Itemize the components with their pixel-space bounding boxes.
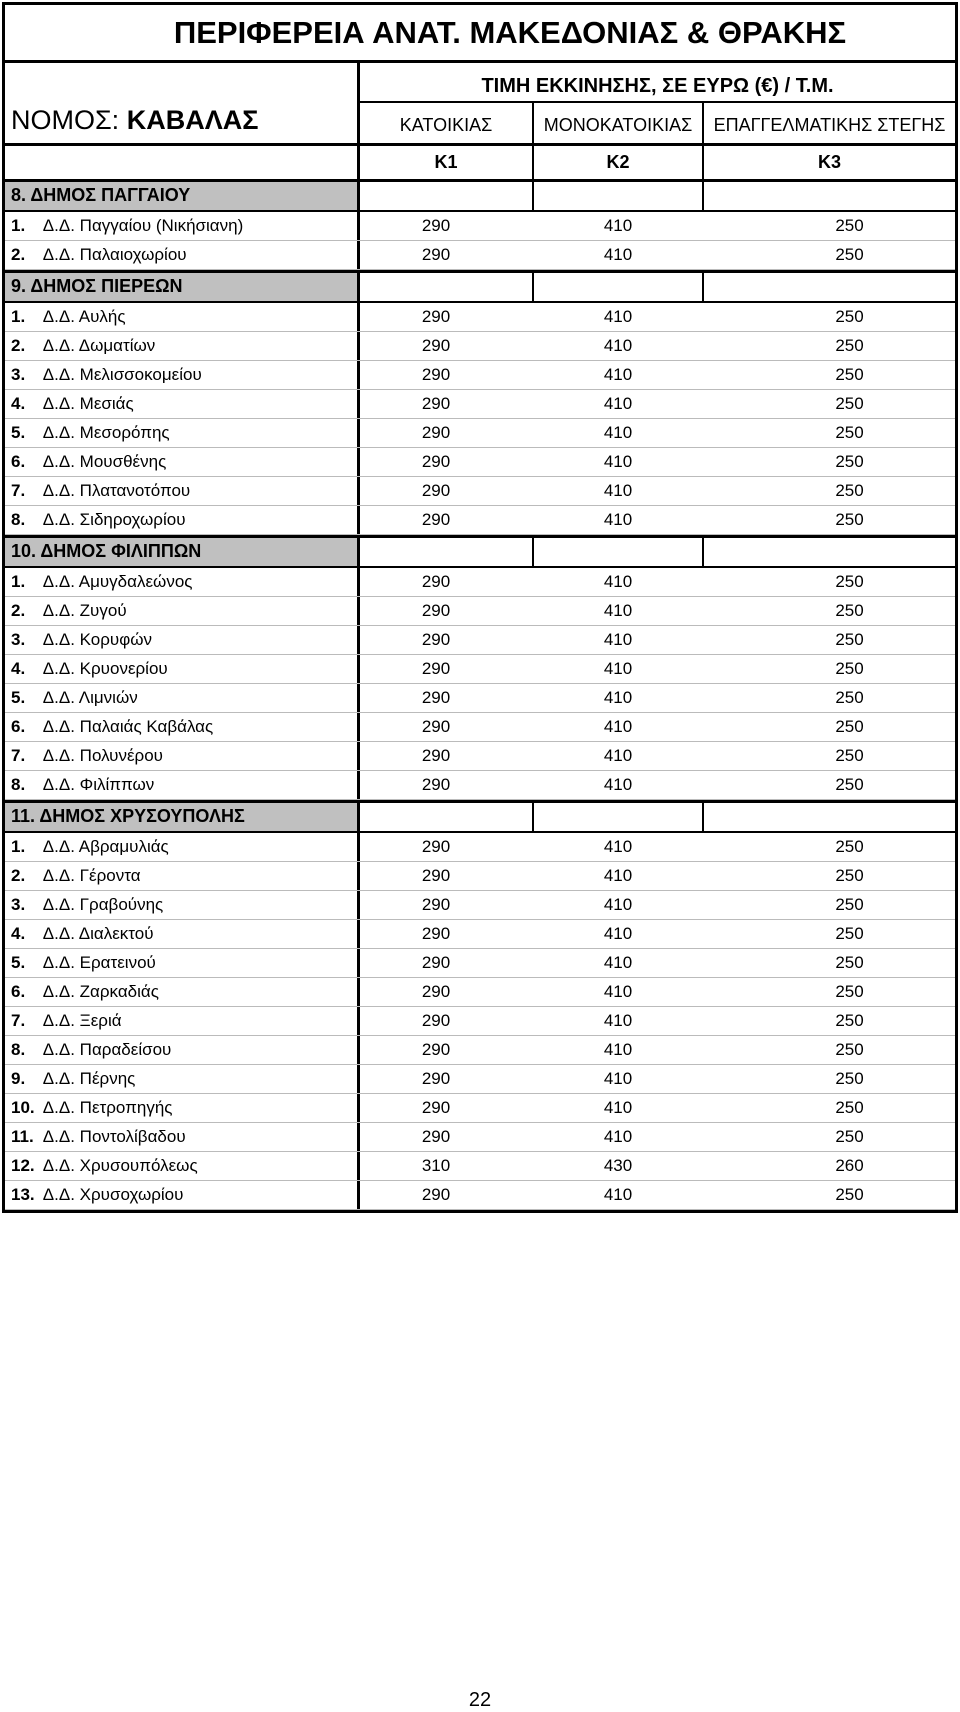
municipality-filler <box>360 182 955 210</box>
municipality-title: 8. ΔΗΜΟΣ ΠΑΓΓΑΙΟΥ <box>5 182 360 210</box>
value-k3: 250 <box>835 1069 864 1088</box>
value-k2: 410 <box>603 659 633 678</box>
value-k2: 410 <box>603 746 633 765</box>
district-name-cell <box>5 1036 360 1064</box>
row-index: 6. <box>11 717 26 736</box>
row-index: 3. <box>11 630 26 649</box>
district-name: Δ.Δ. Ζυγού <box>42 601 127 620</box>
value-k2: 410 <box>603 452 633 471</box>
row-index: 9. <box>11 1069 26 1088</box>
value-k1: 290 <box>421 601 451 620</box>
district-name-cell <box>5 1065 360 1093</box>
value-k2: 410 <box>603 1185 633 1204</box>
value-k2: 410 <box>603 572 633 591</box>
value-k2: 430 <box>603 1156 633 1175</box>
district-name-cell <box>5 332 360 360</box>
value-k3: 250 <box>835 510 864 529</box>
municipality-filler <box>360 273 955 301</box>
table-row <box>5 506 955 535</box>
value-k3: 250 <box>835 837 864 856</box>
value-k2: 410 <box>603 775 633 794</box>
table-row <box>5 949 955 978</box>
row-index: 5. <box>11 953 26 972</box>
table-row <box>5 332 955 361</box>
value-k1: 290 <box>421 216 451 235</box>
district-name-cell <box>5 713 360 741</box>
table-row <box>5 1007 955 1036</box>
value-k2: 410 <box>603 601 633 620</box>
row-index: 10. <box>11 1098 35 1117</box>
municipality-row <box>5 800 955 833</box>
value-k3: 250 <box>835 365 864 384</box>
district-name-cell <box>5 568 360 596</box>
value-k2: 410 <box>603 688 633 707</box>
value-k1: 290 <box>421 510 451 529</box>
district-name: Δ.Δ. Παλαιοχωρίου <box>42 245 187 264</box>
value-k2: 410 <box>603 1127 633 1146</box>
district-name: Δ.Δ. Μουσθένης <box>42 452 167 471</box>
table-row <box>5 477 955 506</box>
table-row <box>5 361 955 390</box>
code-header-blank <box>5 143 360 179</box>
value-k3: 250 <box>835 630 864 649</box>
value-k1: 290 <box>421 630 451 649</box>
value-k2: 410 <box>603 336 633 355</box>
table-row <box>5 1181 955 1210</box>
table-row <box>5 891 955 920</box>
row-index: 5. <box>11 423 26 442</box>
value-k2: 410 <box>603 216 633 235</box>
row-index: 2. <box>11 336 26 355</box>
value-k2: 410 <box>603 953 633 972</box>
value-k2: 410 <box>603 630 633 649</box>
district-name: Δ.Δ. Αβραμυλιάς <box>42 837 169 856</box>
value-k3: 250 <box>835 452 864 471</box>
value-k1: 290 <box>421 746 451 765</box>
code-header <box>5 146 955 182</box>
district-name-cell <box>5 684 360 712</box>
value-k3: 250 <box>835 688 864 707</box>
value-k1: 290 <box>421 307 451 326</box>
value-k3: 250 <box>835 775 864 794</box>
table-row <box>5 390 955 419</box>
value-k3: 250 <box>835 1098 864 1117</box>
value-k3: 250 <box>835 953 864 972</box>
table-row <box>5 742 955 771</box>
code-k1: Κ1 <box>434 152 458 172</box>
value-k3: 250 <box>835 746 864 765</box>
row-index: 11. <box>11 1127 34 1146</box>
value-k2: 410 <box>603 510 633 529</box>
region-header <box>5 5 955 63</box>
price-table <box>2 2 958 1213</box>
value-k3: 250 <box>835 982 864 1001</box>
district-name-cell <box>5 978 360 1006</box>
value-k3: 250 <box>835 1040 864 1059</box>
district-name: Δ.Δ. Παγγαίου (Νικήσιανη) <box>42 216 244 235</box>
value-k1: 290 <box>421 1127 451 1146</box>
district-name-cell <box>5 655 360 683</box>
district-name: Δ.Δ. Σιδηροχωρίου <box>42 510 186 529</box>
value-k3: 250 <box>835 717 864 736</box>
table-row <box>5 684 955 713</box>
value-k1: 290 <box>421 895 451 914</box>
district-name: Δ.Δ. Μελισσοκομείου <box>42 365 202 384</box>
value-k1: 290 <box>421 953 451 972</box>
column-header <box>5 63 955 146</box>
district-name-cell <box>5 448 360 476</box>
value-k2: 410 <box>603 394 633 413</box>
table-row <box>5 1036 955 1065</box>
value-k1: 290 <box>421 1040 451 1059</box>
row-index: 8. <box>11 1040 26 1059</box>
district-name: Δ.Δ. Φιλίππων <box>42 775 155 794</box>
district-name-cell <box>5 303 360 331</box>
district-name-cell <box>5 1007 360 1035</box>
district-name: Δ.Δ. Χρυσουπόλεως <box>42 1156 198 1175</box>
table-row <box>5 1065 955 1094</box>
value-k1: 290 <box>421 659 451 678</box>
district-name-cell <box>5 212 360 240</box>
value-k2: 410 <box>603 245 633 264</box>
value-k1: 290 <box>421 866 451 885</box>
district-name: Δ.Δ. Λιμνιών <box>42 688 138 707</box>
row-index: 6. <box>11 982 26 1001</box>
value-k3: 250 <box>835 1127 864 1146</box>
table-row <box>5 713 955 742</box>
value-k1: 290 <box>421 245 451 264</box>
district-name-cell <box>5 833 360 861</box>
value-k1: 290 <box>421 688 451 707</box>
row-index: 2. <box>11 866 26 885</box>
value-k3: 250 <box>835 866 864 885</box>
row-index: 4. <box>11 924 26 943</box>
district-name-cell <box>5 626 360 654</box>
district-name-cell <box>5 1094 360 1122</box>
district-name: Δ.Δ. Δωματίων <box>42 336 156 355</box>
district-name: Δ.Δ. Γραβούνης <box>42 895 164 914</box>
value-k3: 250 <box>835 572 864 591</box>
value-k3: 250 <box>835 394 864 413</box>
district-name: Δ.Δ. Αυλής <box>42 307 126 326</box>
category-k2: ΜΟΝΟΚΑΤΟΙΚΙΑΣ <box>532 103 704 146</box>
value-k1: 290 <box>421 423 451 442</box>
value-k1: 290 <box>421 365 451 384</box>
district-name-cell <box>5 949 360 977</box>
district-name-cell <box>5 862 360 890</box>
table-row <box>5 419 955 448</box>
value-k1: 290 <box>421 1185 451 1204</box>
district-name: Δ.Δ. Παραδείσου <box>42 1040 172 1059</box>
municipality-row <box>5 182 955 212</box>
municipality-filler <box>360 803 955 831</box>
value-k1: 290 <box>421 775 451 794</box>
value-k2: 410 <box>603 1040 633 1059</box>
code-k3: Κ3 <box>817 152 841 172</box>
district-name-cell <box>5 891 360 919</box>
value-k1: 290 <box>421 572 451 591</box>
row-index: 8. <box>11 775 26 794</box>
row-index: 13. <box>11 1185 35 1204</box>
value-k3: 250 <box>835 423 864 442</box>
table-row <box>5 568 955 597</box>
value-k1: 310 <box>421 1156 451 1175</box>
value-k1: 290 <box>421 1069 451 1088</box>
table-row <box>5 1094 955 1123</box>
value-k3: 250 <box>835 659 864 678</box>
district-name: Δ.Δ. Αμυγδαλεώνος <box>42 572 193 591</box>
prefecture-name: ΚΑΒΑΛΑΣ <box>126 105 259 135</box>
value-k3: 250 <box>835 924 864 943</box>
district-name-cell <box>5 1152 360 1180</box>
row-index: 2. <box>11 601 26 620</box>
prefecture-label: ΝΟΜΟΣ: <box>11 105 120 135</box>
district-name-cell <box>5 1123 360 1151</box>
municipality-filler <box>360 538 955 566</box>
district-name: Δ.Δ. Πολυνέρου <box>42 746 163 765</box>
district-name: Δ.Δ. Ξεριά <box>42 1011 122 1030</box>
value-k3: 250 <box>835 307 864 326</box>
value-k2: 410 <box>603 866 633 885</box>
code-k2: Κ2 <box>532 146 704 179</box>
district-name: Δ.Δ. Διαλεκτού <box>42 924 154 943</box>
value-k1: 290 <box>421 982 451 1001</box>
value-k1: 290 <box>421 481 451 500</box>
table-row <box>5 1123 955 1152</box>
district-name: Δ.Δ. Πέρνης <box>42 1069 136 1088</box>
table-row <box>5 978 955 1007</box>
district-name: Δ.Δ. Μεσορόπης <box>42 423 170 442</box>
municipality-row <box>5 270 955 303</box>
table-row <box>5 597 955 626</box>
value-k2: 410 <box>603 1098 633 1117</box>
row-index: 1. <box>11 307 26 326</box>
value-k2: 410 <box>603 481 633 500</box>
table-row <box>5 655 955 684</box>
municipality-title: 10. ΔΗΜΟΣ ΦΙΛΙΠΠΩΝ <box>5 538 360 566</box>
district-name: Δ.Δ. Παλαιάς Καβάλας <box>42 717 214 736</box>
district-name-cell <box>5 771 360 799</box>
value-k2: 410 <box>603 365 633 384</box>
row-index: 6. <box>11 452 26 471</box>
row-index: 5. <box>11 688 26 707</box>
value-k2: 410 <box>603 307 633 326</box>
row-index: 1. <box>11 572 26 591</box>
district-name: Δ.Δ. Ζαρκαδιάς <box>42 982 159 1001</box>
value-k2: 410 <box>603 837 633 856</box>
table-row <box>5 862 955 891</box>
value-k3: 250 <box>835 895 864 914</box>
value-k2: 410 <box>603 982 633 1001</box>
district-name: Δ.Δ. Χρυσοχωρίου <box>42 1185 184 1204</box>
table-row <box>5 448 955 477</box>
district-name-cell <box>5 241 360 269</box>
table-row <box>5 771 955 800</box>
table-body <box>5 182 955 1210</box>
value-k2: 410 <box>603 924 633 943</box>
value-k3: 250 <box>835 1011 864 1030</box>
value-k2: 410 <box>603 1011 633 1030</box>
category-k3: ΕΠΑΓΓΕΛΜΑΤΙΚΗΣ ΣΤΕΓΗΣ <box>704 103 955 146</box>
value-k2: 410 <box>603 895 633 914</box>
district-name: Δ.Δ. Μεσιάς <box>42 394 134 413</box>
value-k1: 290 <box>421 394 451 413</box>
prefecture-cell <box>5 63 360 143</box>
value-k1: 290 <box>421 452 451 471</box>
district-name: Δ.Δ. Πετροπηγής <box>42 1098 173 1117</box>
row-index: 3. <box>11 365 26 384</box>
row-index: 12. <box>11 1156 35 1175</box>
value-k2: 410 <box>603 423 633 442</box>
district-name: Δ.Δ. Ποντολίβαδου <box>42 1127 186 1146</box>
row-index: 7. <box>11 481 26 500</box>
page-number: 22 <box>468 1689 492 1711</box>
district-name-cell <box>5 742 360 770</box>
row-index: 8. <box>11 510 26 529</box>
district-name: Δ.Δ. Ερατεινού <box>42 953 156 972</box>
district-name-cell <box>5 597 360 625</box>
municipality-title: 11. ΔΗΜΟΣ ΧΡΥΣΟΥΠΟΛΗΣ <box>5 803 360 831</box>
value-k2: 410 <box>603 717 633 736</box>
value-k1: 290 <box>421 1098 451 1117</box>
municipality-row <box>5 535 955 568</box>
row-index: 7. <box>11 746 26 765</box>
table-row <box>5 833 955 862</box>
row-index: 3. <box>11 895 26 914</box>
value-k3: 250 <box>835 245 864 264</box>
row-index: 1. <box>11 216 26 235</box>
district-name-cell <box>5 419 360 447</box>
table-row <box>5 212 955 241</box>
row-index: 7. <box>11 1011 26 1030</box>
price-caption: ΤΙΜΗ ΕΚΚΙΝΗΣΗΣ, ΣΕ ΕΥΡΩ (€) / Τ.Μ. <box>360 63 955 103</box>
row-index: 4. <box>11 659 26 678</box>
district-name-cell <box>5 1181 360 1209</box>
table-row <box>5 1152 955 1181</box>
row-index: 1. <box>11 837 26 856</box>
district-name-cell <box>5 390 360 418</box>
value-k3: 260 <box>835 1156 864 1175</box>
category-k1: ΚΑΤΟΙΚΙΑΣ <box>360 103 532 146</box>
value-k2: 410 <box>603 1069 633 1088</box>
value-k3: 250 <box>835 481 864 500</box>
value-k3: 250 <box>835 216 864 235</box>
district-name-cell <box>5 920 360 948</box>
value-k1: 290 <box>421 1011 451 1030</box>
district-name-cell <box>5 361 360 389</box>
row-index: 2. <box>11 245 26 264</box>
district-name: Δ.Δ. Κρυονερίου <box>42 659 168 678</box>
row-index: 4. <box>11 394 26 413</box>
district-name: Δ.Δ. Πλατανοτόπου <box>42 481 191 500</box>
district-name-cell <box>5 506 360 534</box>
value-k1: 290 <box>421 837 451 856</box>
district-name: Δ.Δ. Κορυφών <box>42 630 153 649</box>
value-k1: 290 <box>421 924 451 943</box>
value-k1: 290 <box>421 717 451 736</box>
district-name: Δ.Δ. Γέροντα <box>42 866 141 885</box>
table-row <box>5 241 955 270</box>
region-title: ΠΕΡΙΦΕΡΕΙΑ ΑΝΑΤ. ΜΑΚΕΔΟΝΙΑΣ & ΘΡΑΚΗΣ <box>173 15 847 50</box>
value-k3: 250 <box>835 1185 864 1204</box>
value-k1: 290 <box>421 336 451 355</box>
municipality-title: 9. ΔΗΜΟΣ ΠΙΕΡΕΩΝ <box>5 273 360 301</box>
table-row <box>5 920 955 949</box>
value-k3: 250 <box>835 336 864 355</box>
value-k3: 250 <box>835 601 864 620</box>
table-row <box>5 626 955 655</box>
district-name-cell <box>5 477 360 505</box>
table-row <box>5 303 955 332</box>
